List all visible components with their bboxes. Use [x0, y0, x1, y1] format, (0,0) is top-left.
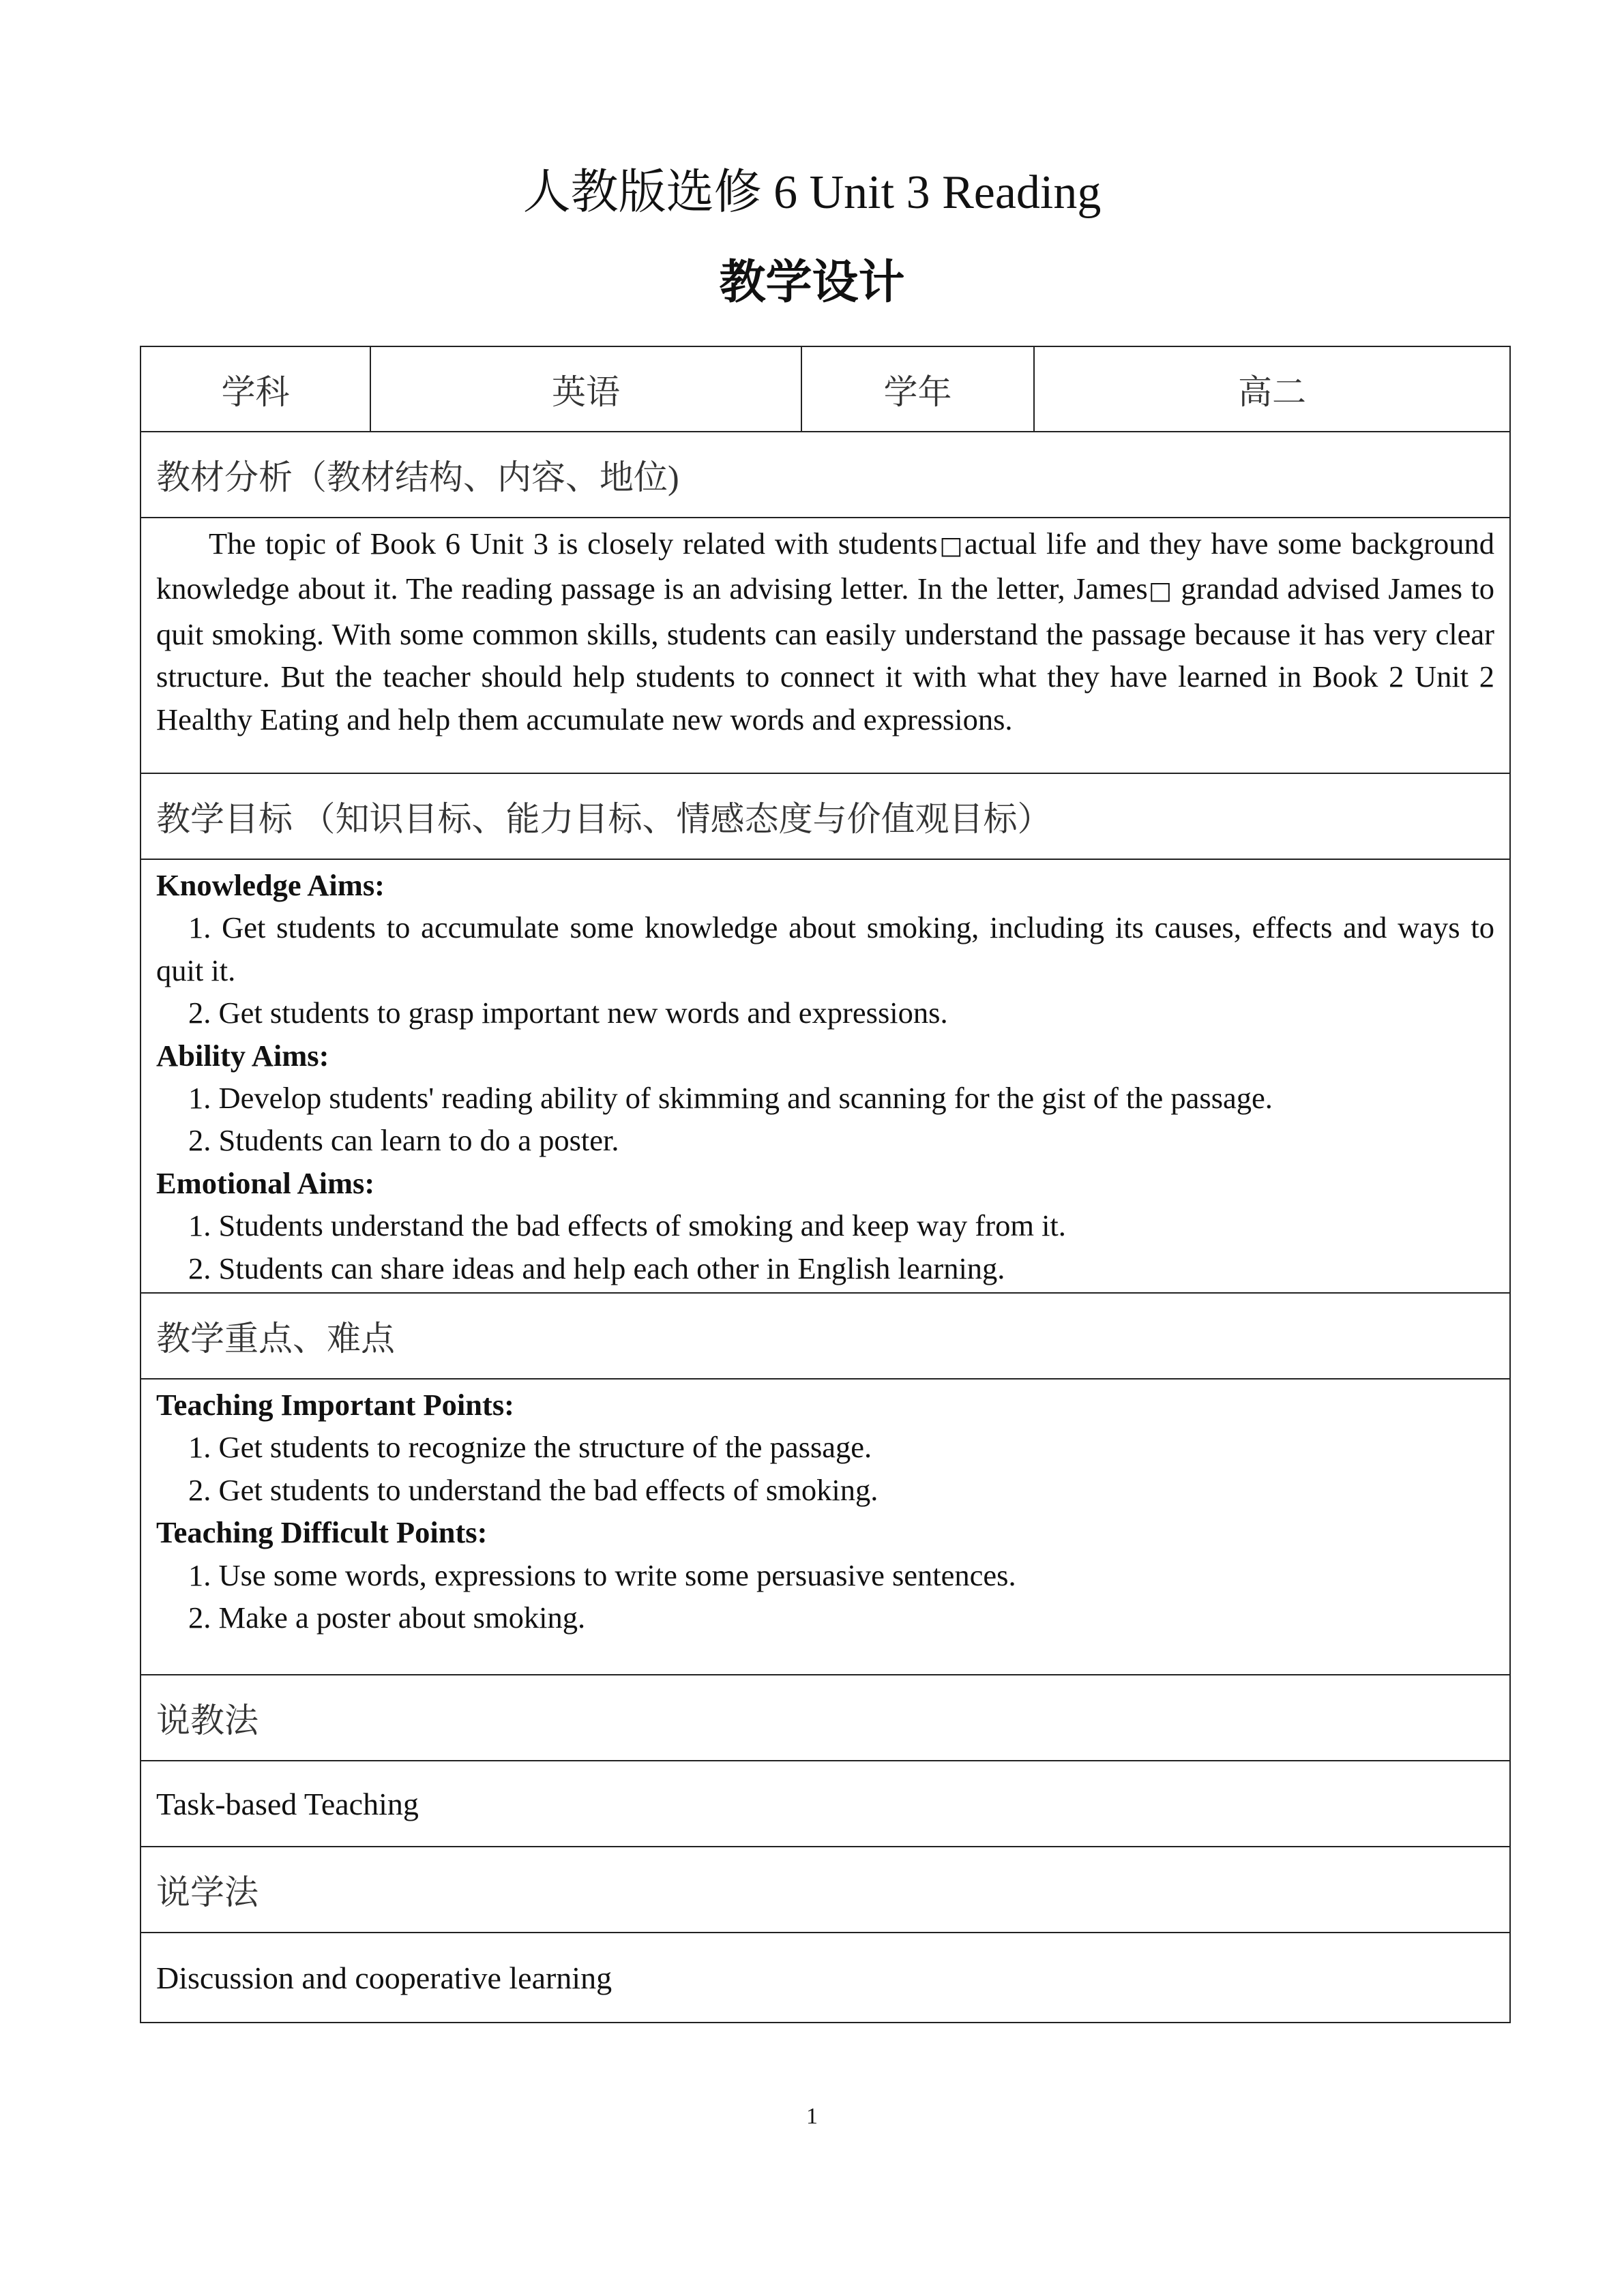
- subject-value: 英语: [370, 346, 801, 432]
- knowledge-aims-title: Knowledge Aims:: [156, 868, 385, 902]
- info-row: [141, 346, 1510, 432]
- knowledge-aim-item: 1. Get students to accumulate some knowledge about smoking, including its causes, effects and ways to quit it.: [156, 910, 1494, 987]
- school-year-label: 学年: [801, 346, 1034, 432]
- key-points-body: [141, 1379, 1510, 1675]
- objectives-heading-row: [141, 773, 1510, 859]
- missing-glyph-box: □: [937, 532, 964, 560]
- teaching-method-value: Task-based Teaching: [141, 1761, 1510, 1847]
- learning-method-heading: 说学法: [141, 1847, 1510, 1933]
- teaching-method-heading: 说教法: [141, 1675, 1510, 1761]
- document-subtitle: 教学设计: [719, 256, 905, 310]
- difficult-points-title: Teaching Difficult Points:: [156, 1515, 488, 1550]
- ability-aims-title: Ability Aims:: [156, 1038, 329, 1073]
- emotional-aims-title: Emotional Aims:: [156, 1165, 375, 1200]
- emotional-aim-item: 2. Students can share ideas and help each other in English learning.: [188, 1251, 1005, 1285]
- teaching-method-body-row: [141, 1761, 1510, 1847]
- material-analysis-body-row: [141, 518, 1510, 773]
- material-analysis-heading: 教材分析（教材结构、内容、地位): [141, 432, 1510, 518]
- important-point-item: 1. Get students to recognize the structure of the passage.: [188, 1430, 872, 1465]
- knowledge-aim-item: 2. Get students to grasp important new words and expressions.: [188, 996, 948, 1030]
- ability-aim-item: 2. Students can learn to do a poster.: [188, 1123, 619, 1158]
- difficult-point-item: 1. Use some words, expressions to write some persuasive sentences.: [188, 1557, 1016, 1592]
- material-analysis-body: [141, 518, 1510, 773]
- teaching-method-heading-row: [141, 1675, 1510, 1761]
- page-number: 1: [806, 2104, 818, 2129]
- key-points-body-row: [141, 1379, 1510, 1675]
- key-points-heading-row: [141, 1293, 1510, 1379]
- difficult-point-item: 2. Make a poster about smoking.: [188, 1600, 586, 1635]
- missing-glyph-box: □: [1147, 577, 1173, 606]
- material-analysis-heading-row: [141, 432, 1510, 518]
- objectives-heading: 教学目标 （知识目标、能力目标、情感态度与价值观目标）: [141, 773, 1510, 859]
- important-point-item: 2. Get students to understand the bad effects of smoking.: [188, 1472, 879, 1507]
- important-points-title: Teaching Important Points:: [156, 1388, 514, 1422]
- learning-method-body-row: [141, 1933, 1510, 2023]
- school-year-value: 高二: [1034, 346, 1510, 432]
- subject-label: 学科: [141, 346, 370, 432]
- ability-aim-item: 1. Develop students' reading ability of skimming and scanning for the gist of the passage.: [188, 1081, 1273, 1116]
- objectives-body: [141, 859, 1510, 1293]
- document-title: 人教版选修 6 Unit 3 Reading: [522, 166, 1102, 219]
- objectives-body-row: [141, 859, 1510, 1293]
- material-analysis-paragraph: The topic of Book 6 Unit 3 is closely related with students□actual life and they have some background knowledge about it. The reading passage is an advising letter. In the letter, James□ grandad advised James to quit smoking. With some common skills, students can easily understand the passage because it has very clear structure. But the teacher should help students to connect it with what they have learned in Book 2 Unit 2 Healthy Eating and help them accumulate new words and expressions.: [156, 526, 1495, 736]
- emotional-aim-item: 1. Students understand the bad effects of smoking and keep way from it.: [188, 1208, 1066, 1243]
- learning-method-value: Discussion and cooperative learning: [141, 1933, 1510, 2023]
- learning-method-heading-row: [141, 1847, 1510, 1933]
- key-points-heading: 教学重点、难点: [141, 1293, 1510, 1379]
- lesson-design-table: [140, 346, 1511, 2023]
